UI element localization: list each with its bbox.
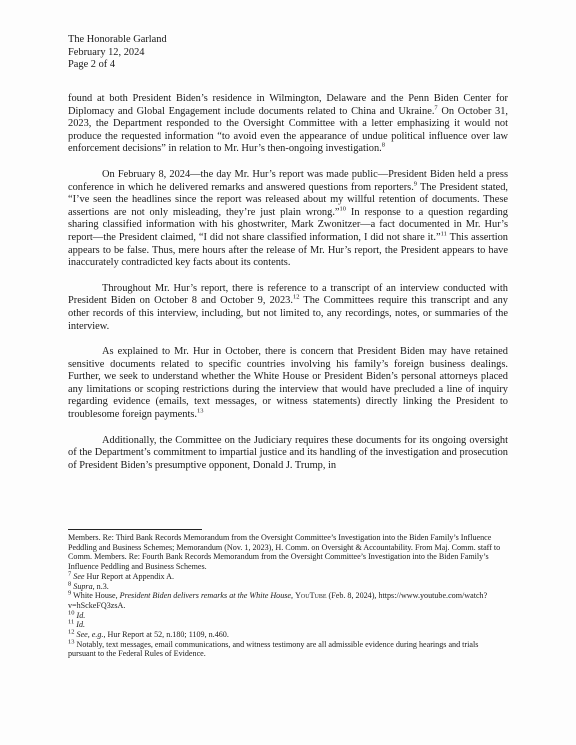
- footnote-number: 9: [68, 589, 72, 597]
- footnote-continued: Members. Re: Third Bank Records Memorandum from the Oversight Committee’s Investigation into the Biden Family’s Influence Peddling and Business Schemes; Memorandum (Nov. 1, 2023), H. Comm. on Oversight & Accountability. From Maj. Comm. staff to Comm. Members. Re: Fourth Bank Records Memorandum from the Oversight Committee’s Investigation into the Biden Family’s Influence Peddling and Business Schemes.: [68, 533, 501, 572]
- footnote-signal: See: [73, 571, 85, 581]
- paragraph-text: The Committees require this transcript and any other records of this interview, including, but not limited to, any recordings, notes, or summaries of the interview.: [68, 295, 509, 332]
- footnote-ref: 11: [440, 230, 447, 238]
- footnote-signal: Id.: [76, 610, 86, 620]
- footnote-signal: Supra: [73, 581, 93, 591]
- paragraph-text: Throughout Mr. Hur’s report, there is reference to a transcript of an interview conducted with President Biden on October 8 and October 9, 2023.: [68, 282, 508, 307]
- footnote-number: 12: [68, 628, 75, 636]
- footnote-title: President Biden delivers remarks at the White House: [119, 591, 292, 601]
- paragraph-text: The President stated, “I’ve seen the headlines since the report was released about my willful retention of documents. These assertions are not only misleading, they’re just plain wrong.”: [68, 181, 509, 218]
- paragraph-text: On October 31, 2023, the Department responded to the Oversight Committee with a letter emphasizing it would not produce the requested information “to avoid even the appearance of undue political influence over law enforcement decisions” in relation to Mr. Hur’s then-ongoing investigation.: [68, 105, 508, 155]
- footnote-divider: [68, 529, 202, 530]
- footnote-number: 11: [68, 618, 75, 626]
- footnote-number: 10: [68, 608, 75, 616]
- paragraph-3: [68, 283, 508, 333]
- footnote-ref: 9: [413, 180, 418, 188]
- footnote-10: [68, 608, 508, 621]
- recipient-line: The Honorable Garland: [68, 34, 167, 45]
- letter-body: [68, 93, 508, 485]
- footnote-7: [68, 572, 508, 582]
- footnote-text: ,: [291, 591, 296, 601]
- footnote-8: [68, 579, 508, 592]
- page-number: Page 2 of 4: [68, 59, 116, 71]
- paragraph-text: On February 8, 2024—the day Mr. Hur’s report was made public—President Biden held a press conference in which he delivered remarks and answered questions from reporters.: [68, 168, 508, 193]
- paragraph-4: [68, 346, 508, 422]
- footnote-url: (Feb. 8, 2024), https://www.youtube.com/watch?v=hSckeFQ3zsA.: [68, 591, 488, 610]
- footnote-11: [68, 620, 508, 630]
- footnote-text: Hur Report at Appendix A.: [84, 571, 174, 581]
- paragraph-text: As explained to Mr. Hur in October, there is concern that President Biden may have retained sensitive documents related to specific countries involving his family’s foreign business dealings. Further, we seek to understand whether the White House or President Biden’s personal attorneys placed any limitations or scoping restrictions during the interview that would have precluded a line of inquiry regarding evidence (emails, text messages, or witness statements) directly linking the President to troublesome foreign payments.: [68, 346, 508, 421]
- footnote-signal: See, e.g.: [76, 630, 104, 640]
- footnote-text: , n.3.: [92, 581, 109, 591]
- footnote-ref: 10: [339, 205, 347, 213]
- footnote-text: Notably, text messages, email communications, and witness testimony are all admissible evidence during hearings and trials pursuant to the Federal Rules of Evidence.: [68, 639, 479, 659]
- paragraph-text: Additionally, the Committee on the Judiciary requires these documents for its ongoing oversight of the Department’s commitment to impartial justice and its handling of the investigation and prosecution of President Biden’s presumptive opponent, Donald J. Trump, in: [68, 434, 508, 471]
- footnote-number: 7: [68, 570, 72, 578]
- date-line: February 12, 2024: [68, 46, 145, 58]
- paragraph-text: This assertion appears to be false. Thus, mere hours after the release of Mr. Hur’s report, the President appears to have inaccurately contradicted key facts about its contents.: [68, 231, 508, 269]
- footnote-ref: 13: [197, 407, 204, 415]
- paragraph-text: In response to a question regarding sharing classified information with his ghostwriter, Mark Zwonitzer—a fact documented in Mr. Hur’s report—the President claimed, “I did not share classified information, I did not share it.”: [68, 206, 508, 243]
- footnote-ref: 7: [434, 104, 438, 112]
- footnote-number: 8: [68, 579, 72, 587]
- footnote-ref: 8: [381, 141, 386, 149]
- footnotes: [68, 533, 508, 659]
- footnote-source: YouTube: [295, 591, 327, 601]
- paragraph-1: [68, 93, 508, 156]
- paragraph-5: [68, 435, 508, 473]
- footnote-13: [68, 640, 508, 659]
- footnote-9: [68, 591, 508, 610]
- paragraph-text: found at both President Biden’s residence in Wilmington, Delaware and the Penn Biden Center for Diplomacy and Global Engagement include documents related to China and Ukraine.: [68, 93, 508, 117]
- paragraph-2: [68, 169, 508, 270]
- footnote-12: [68, 630, 508, 640]
- footnote-signal: Id.: [76, 620, 86, 630]
- footnote-text: White House,: [71, 591, 120, 601]
- letter-header: [68, 34, 167, 72]
- footnote-number: 13: [68, 638, 75, 646]
- footnote-ref: 12: [292, 293, 300, 301]
- footnote-text: , Hur Report at 52, n.180; 1109, n.460.: [103, 630, 229, 640]
